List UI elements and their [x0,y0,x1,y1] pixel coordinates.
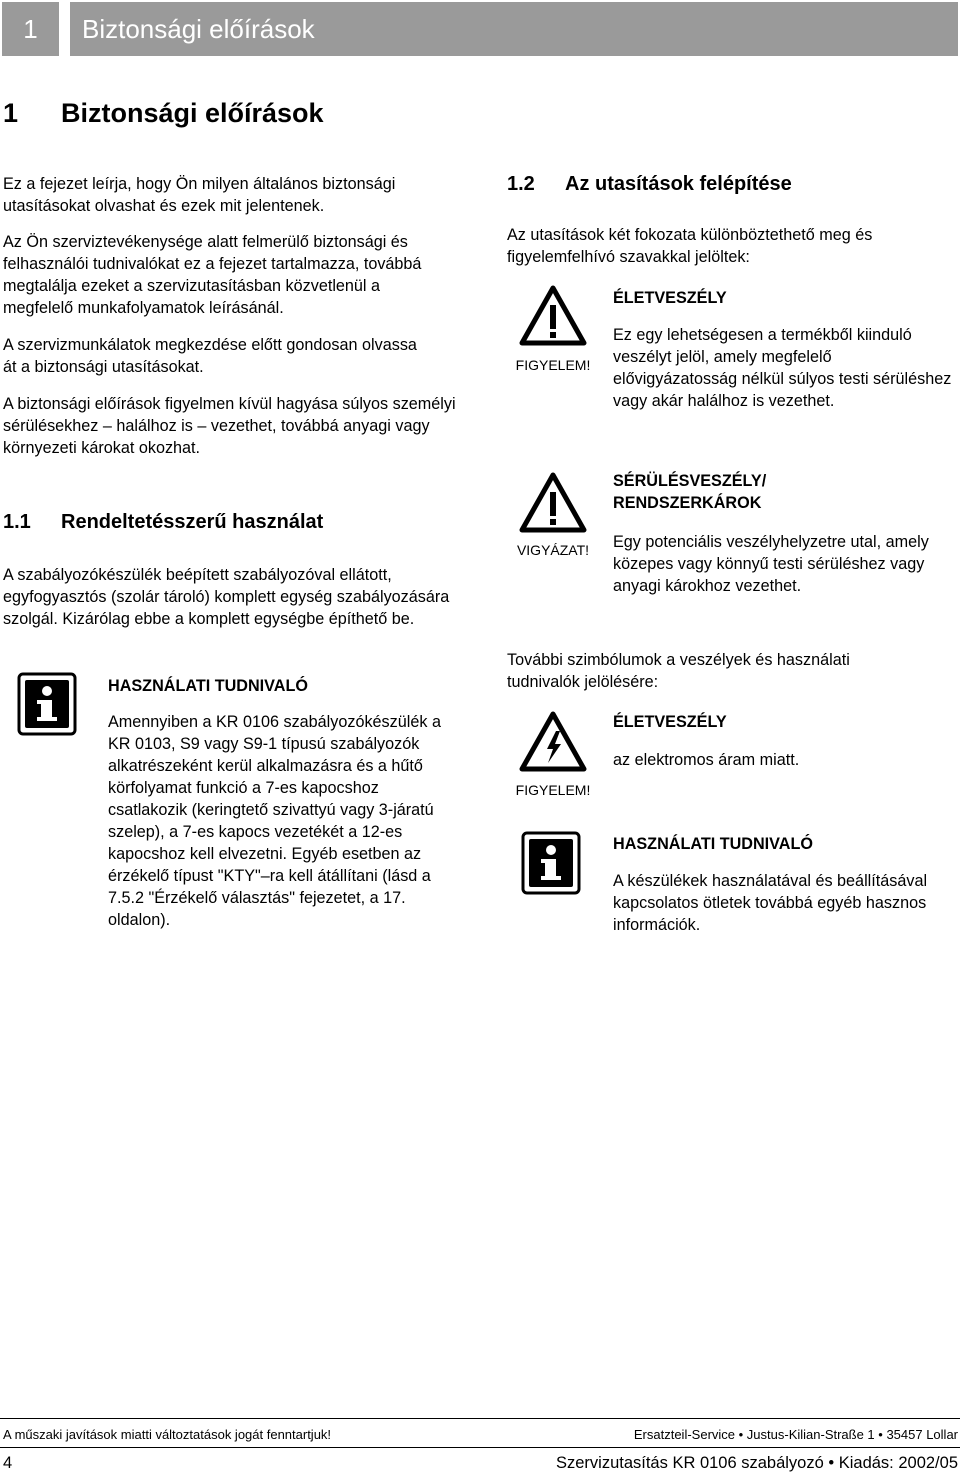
chapter-title-bar: Biztonsági előírások [70,2,958,56]
info-title: HASZNÁLATI TUDNIVALÓ [613,835,813,853]
footer-divider [0,1447,960,1448]
intro-paragraph-3: A szervizmunkálatok megkezdése előtt gondosan olvassa át a biztonsági utasításokat. [3,336,417,376]
footer-disclaimer: A műszaki javítások miatti változtatások jogát fenntartjuk! [3,1427,332,1442]
section-title: Biztonsági előírások [61,98,324,128]
subsection-title: Az utasítások felépítése [565,173,792,195]
chapter-number-box: 1 [2,2,59,56]
section-heading [3,98,324,129]
notice-text: Amennyiben a KR 0106 szabályozókészülék a KR 0103, S9 vagy S9-1 típusú szabályozók alkatrészeként kerül alkalmazásra és a hűtő körfolyamat funkció a 7-es kapocshoz csatlakozik (keringtető szivattyú vagy 3-járatú szelep), a 7-es kapocs vezetékét a 12-es kapocshoz kell elvezetni. Egyéb esetben az érzékelő típust "KTY"–ra kell átállítani (lásd a 7.5.2 "Érzékelő választás" fejezetet, a 17. oldalon). [108,713,441,929]
structure-intro: Az utasítások két fokozata különböztethető meg és figyelemfelhívó szavakkal jelöltek: [507,226,873,266]
danger-text: Ez egy lehetségesen a termékből kiinduló veszélyt jelöl, amely megfelelő elővigyázatosság nélkül súlyos testi sérüléshez vagy akár halálhoz is vezethet. [613,326,952,410]
document-info: Szervizutasítás KR 0106 szabályozó • Kiadás: 2002/05 [555,1454,958,1472]
warning-triangle-icon [519,472,587,534]
subsection-heading-1-2 [507,173,792,196]
warning-triangle-icon [519,285,587,347]
more-symbols-intro: További szimbólumok a veszélyek és használati tudnivalók jelölésére: [507,651,850,691]
subsection-number: 1.2 [507,173,535,195]
intro-paragraph-2: Az Ön szerviztevékenysége alatt felmerülő biztonsági és felhasználói tudnivalókat ez a fejezet tartalmazza, továbbá megtalálja ezeket a szervizutasításban közvetlenül a megfelelő munkafolyamatok leírásánál. [3,233,422,317]
footer-divider [0,1418,960,1419]
info-icon [17,672,77,736]
signal-word-caution: VIGYÁZAT! [516,542,590,558]
intro-paragraph-4: A biztonsági előírások figyelmen kívül hagyása súlyos személyi sérülésekhez – halálhoz is – vezethet, továbbá anyagi vagy környezeti károkat okozhat. [3,395,456,457]
caution-title-line1: SÉRÜLÉSVESZÉLY/ [613,472,767,490]
intro-paragraph-1: Ez a fejezet leírja, hogy Ön milyen általános biztonsági utasításokat olvashat és ezek mit jelentenek. [3,175,396,215]
subsection-number: 1.1 [3,511,31,533]
caution-text: Egy potenciális veszélyhelyzetre utal, amely közepes vagy könnyű testi sérüléshez vagy anyagi károkhoz vezethet. [613,533,929,595]
subsection-heading-1-1 [3,511,323,534]
footer-service: Ersatzteil-Service • Justus-Kilian-Straße 1 • 35457 Lollar [633,1427,958,1442]
electric-title: ÉLETVESZÉLY [613,713,727,731]
info-text: A készülékek használatával és beállításával kapcsolatos ötletek továbbá egyéb hasznos információk. [613,872,928,934]
electric-text: az elektromos áram miatt. [613,751,800,769]
info-icon [521,831,581,895]
danger-title: ÉLETVESZÉLY [613,289,727,307]
caution-title-line2: RENDSZERKÁROK [613,494,762,512]
signal-word-danger: FIGYELEM! [515,357,591,373]
page-number: 4 [3,1454,13,1472]
section-number: 1 [3,98,19,128]
notice-title: HASZNÁLATI TUDNIVALÓ [108,677,308,695]
lightning-triangle-icon [519,711,587,773]
signal-word-electric: FIGYELEM! [515,782,591,798]
subsection-title: Rendeltetésszerű használat [61,511,324,533]
usage-paragraph: A szabályozókészülék beépített szabályozóval ellátott, egyfogyasztós (szolár tároló) komplett egység szabályozására szolgál. Kizárólag ebbe a komplett egységbe építhető be. [3,566,450,628]
